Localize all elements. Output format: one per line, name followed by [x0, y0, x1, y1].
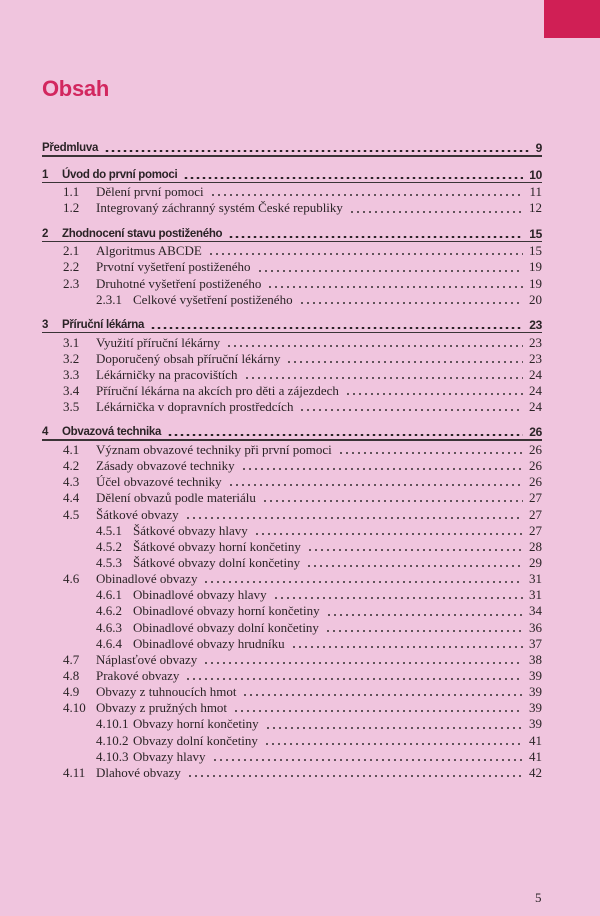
toc-entry-page: 24: [529, 366, 542, 382]
dot-leader: [185, 517, 523, 519]
dot-leader: [338, 452, 523, 454]
toc-entry-title: Význam obvazové techniky při první pomoci: [96, 441, 332, 457]
toc-section-row: [42, 684, 542, 700]
toc-entry-title: Lékárničky na pracovištích: [96, 366, 238, 382]
toc-entry-number: 4.5.2: [96, 538, 122, 554]
toc-subsection-row: [42, 555, 542, 571]
dot-leader: [307, 549, 523, 551]
toc-entry-title: Předmluva: [42, 142, 99, 154]
dot-leader: [104, 150, 530, 153]
dot-leader: [299, 409, 523, 411]
toc-chapter-row: [42, 140, 542, 156]
dot-leader: [210, 194, 523, 196]
dot-leader: [244, 377, 523, 379]
toc-entry-page: 12: [529, 200, 542, 216]
toc-entry-page: 19: [529, 275, 542, 291]
toc-entry-number: 4: [42, 426, 49, 439]
toc-section-row: [42, 243, 542, 259]
toc-entry-page: 24: [529, 382, 542, 398]
dot-leader: [208, 253, 523, 255]
dot-leader: [265, 727, 523, 729]
toc-entry-page: 19: [529, 259, 542, 275]
toc-entry-number: 4.6.3: [96, 619, 122, 635]
toc-entry-page: 31: [529, 571, 542, 587]
toc-entry-page: 11: [529, 184, 542, 200]
toc-section-row: [42, 668, 542, 684]
toc-entry-title: Dělení obvazů podle materiálu: [96, 490, 256, 506]
toc-chapter-row: [42, 226, 542, 242]
chapter-corner-tab: [544, 0, 600, 38]
toc-entry-title: Zásady obvazové techniky: [96, 458, 235, 474]
toc-section-row: [42, 383, 542, 399]
toc-entry-page: 27: [529, 522, 542, 538]
toc-entry-title: Integrovaný záchranný systém České republiky: [96, 200, 343, 216]
toc-entry-title: Šátkové obvazy dolní končetiny: [133, 554, 301, 570]
toc-entry-page: 23: [529, 334, 542, 350]
dot-leader: [226, 345, 523, 347]
dot-leader: [325, 630, 523, 632]
toc-entry-page: 39: [529, 716, 542, 732]
toc-entry-number: 1.1: [63, 184, 80, 200]
chapter-rule: [42, 332, 542, 333]
toc-section-row: [42, 335, 542, 351]
dot-leader: [203, 662, 523, 664]
dot-leader: [264, 743, 523, 745]
toc-entry-number: 3.3: [63, 366, 80, 382]
dot-leader: [299, 302, 523, 304]
toc-entry-title: Obvazy hlavy: [133, 748, 206, 764]
toc-entry-number: 4.10: [63, 700, 86, 716]
toc-entry-title: Obinadlové obvazy dolní končetiny: [133, 619, 319, 635]
toc-entry-page: 23: [529, 350, 542, 366]
toc-entry-page: 41: [529, 748, 542, 764]
toc-entry-number: 4.10.2: [96, 732, 129, 748]
toc-entry-title: Obvazy z pružných hmot: [96, 700, 228, 716]
toc-entry-number: 4.11: [63, 764, 86, 780]
toc-entry-number: 1.2: [63, 200, 80, 216]
toc-entry-title: Doporučený obsah příruční lékárny: [96, 350, 281, 366]
toc-entry-page: 29: [529, 554, 542, 570]
dot-leader: [345, 393, 523, 395]
toc-subsection-row: [42, 603, 542, 619]
chapter-rule: [42, 182, 542, 183]
toc-entry-page: 38: [529, 651, 542, 667]
toc-entry-number: 3.2: [63, 350, 80, 366]
dot-leader: [187, 775, 523, 777]
toc-chapter-row: [42, 317, 542, 333]
toc-entry-title: Prvotní vyšetření postiženého: [96, 259, 251, 275]
toc-chapter-row: [42, 167, 542, 183]
toc-entry-page: 20: [529, 291, 542, 307]
dot-leader: [185, 678, 523, 680]
toc-entry-page: 26: [529, 441, 542, 457]
dot-leader: [257, 270, 523, 272]
dot-leader: [203, 581, 523, 583]
toc-entry-title: Obinadlové obvazy hlavy: [133, 587, 267, 603]
toc-entry-number: 4.4: [63, 490, 80, 506]
toc-entry-page: 34: [529, 603, 542, 619]
toc-entry-page: 27: [529, 506, 542, 522]
toc-entry-page: 26: [529, 458, 542, 474]
toc-entry-number: 2.3.1: [96, 291, 122, 307]
toc-subsection-row: [42, 292, 542, 308]
toc-subsection-row: [42, 749, 542, 765]
toc-entry-page: 31: [529, 587, 542, 603]
toc-entry-number: 4.8: [63, 668, 80, 683]
dot-leader: [212, 759, 523, 761]
toc-entry-page: 15: [529, 226, 542, 241]
toc-entry-number: 4.10.3: [96, 748, 129, 764]
toc-entry-title: Obvazová technika: [62, 426, 162, 439]
toc-subsection-row: [42, 733, 542, 749]
toc-section-row: [42, 700, 542, 716]
dot-leader: [349, 211, 523, 213]
toc-entry-page: 10: [529, 167, 542, 182]
chapter-rule: [42, 155, 542, 156]
toc-section-row: [42, 507, 542, 523]
toc-entry-title: Náplasťové obvazy: [96, 651, 198, 667]
toc-section-row: [42, 399, 542, 415]
toc-entry-title: Šátkové obvazy: [96, 506, 179, 522]
toc-subsection-row: [42, 587, 542, 603]
dot-leader: [291, 646, 523, 648]
toc-section-row: [42, 184, 542, 200]
toc-entry-title: Prakové obvazy: [96, 668, 180, 683]
toc-entry-number: 4.10.1: [96, 716, 129, 732]
toc-section-row: [42, 276, 542, 292]
toc-entry-title: Obinadlové obvazy: [96, 571, 198, 587]
dot-leader: [183, 177, 523, 180]
toc-entry-number: 4.6.2: [96, 603, 122, 619]
toc-entry-title: Obinadlové obvazy horní končetiny: [133, 603, 320, 619]
toc-section-row: [42, 490, 542, 506]
toc-entry-page: 23: [529, 317, 542, 332]
dot-leader: [286, 361, 523, 363]
toc-section-row: [42, 259, 542, 275]
toc-entry-number: 2: [42, 227, 49, 240]
toc-entry-number: 2.3: [63, 275, 80, 291]
toc-entry-number: 4.9: [63, 684, 80, 700]
toc-entry-title: Celkové vyšetření postiženého: [133, 291, 293, 307]
toc-entry-number: 4.3: [63, 474, 80, 490]
toc-entry-title: Účel obvazové techniky: [96, 474, 222, 490]
toc-section-row: [42, 765, 542, 781]
toc-entry-page: 27: [529, 490, 542, 506]
toc-entry-page: 9: [535, 141, 542, 155]
toc-section-row: [42, 458, 542, 474]
chapter-rule: [42, 241, 542, 242]
toc-entry-page: 24: [529, 399, 542, 415]
dot-leader: [306, 565, 523, 567]
toc-entry-number: 4.5.3: [96, 554, 122, 570]
dot-leader: [228, 236, 523, 239]
toc-section-row: [42, 367, 542, 383]
toc-entry-number: 4.1: [63, 441, 80, 457]
toc-entry-title: Zhodnocení stavu postiženého: [62, 227, 223, 240]
toc-chapter-row: [42, 424, 542, 440]
toc-entry-number: 2.2: [63, 259, 80, 275]
toc-entry-title: Obvazy horní končetiny: [133, 716, 259, 732]
toc-entry-title: Lékárnička v dopravních prostředcích: [96, 399, 294, 415]
toc-entry-title: Druhotné vyšetření postiženého: [96, 275, 262, 291]
dot-leader: [273, 597, 523, 599]
toc-entry-title: Dlahové obvazy: [96, 764, 181, 780]
toc-entry-number: 4.5.1: [96, 522, 122, 538]
toc-entry-number: 4.5: [63, 506, 80, 522]
toc-entry-page: 26: [529, 474, 542, 490]
page-number: 5: [535, 890, 542, 905]
dot-leader: [167, 434, 523, 437]
toc-entry-title: Dělení první pomoci: [96, 184, 204, 200]
toc-entry-title: Úvod do první pomoci: [62, 168, 178, 181]
toc-entry-number: 4.6.1: [96, 587, 122, 603]
toc-section-row: [42, 571, 542, 587]
toc-entry-page: 39: [529, 684, 542, 700]
toc-section-row: [42, 351, 542, 367]
toc-subsection-row: [42, 620, 542, 636]
toc-entry-page: 41: [529, 732, 542, 748]
dot-leader: [242, 694, 523, 696]
toc-entry-page: 42: [529, 764, 542, 780]
toc-entry-page: 15: [529, 243, 542, 259]
toc-entry-number: 3.4: [63, 382, 80, 398]
toc-entry-number: 3.1: [63, 334, 80, 350]
toc-entry-page: 26: [529, 425, 542, 440]
toc-entry-number: 2.1: [63, 243, 80, 259]
toc-section-row: [42, 442, 542, 458]
toc-entry-title: Využití příruční lékárny: [96, 334, 221, 350]
toc-entry-page: 39: [529, 700, 542, 716]
dot-leader: [254, 533, 523, 535]
dot-leader: [262, 500, 523, 502]
dot-leader: [233, 710, 523, 712]
toc-section-row: [42, 652, 542, 668]
dot-leader: [228, 484, 523, 486]
toc-section-row: [42, 200, 542, 216]
toc-subsection-row: [42, 539, 542, 555]
dot-leader: [326, 614, 523, 616]
dot-leader: [241, 468, 523, 470]
page-title: Obsah: [42, 76, 109, 101]
toc-entry-title: Příruční lékárna na akcích pro děti a zájezdech: [96, 382, 339, 398]
toc-entry-number: 3: [42, 318, 49, 331]
toc-entry-number: 3.5: [63, 399, 80, 415]
toc-subsection-row: [42, 523, 542, 539]
toc-entry-number: 4.7: [63, 651, 80, 667]
dot-leader: [267, 286, 523, 288]
toc-entry-title: Obvazy z tuhnoucích hmot: [96, 684, 237, 700]
toc-entry-page: 36: [529, 619, 542, 635]
toc-entry-page: 39: [529, 668, 542, 683]
chapter-rule: [42, 439, 542, 440]
toc-entry-page: 28: [529, 538, 542, 554]
toc-entry-number: 4.6.4: [96, 635, 122, 651]
toc-entry-title: Šátkové obvazy horní končetiny: [133, 538, 301, 554]
toc-entry-number: 4.6: [63, 571, 80, 587]
toc-entry-title: Algoritmus ABCDE: [96, 243, 202, 259]
toc-entry-title: Šátkové obvazy hlavy: [133, 522, 248, 538]
toc-entry-title: Obinadlové obvazy hrudníku: [133, 635, 285, 651]
toc-entry-title: Obvazy dolní končetiny: [133, 732, 258, 748]
toc-entry-page: 37: [529, 635, 542, 651]
toc-section-row: [42, 474, 542, 490]
toc-subsection-row: [42, 636, 542, 652]
dot-leader: [150, 327, 523, 330]
toc-entry-number: 1: [42, 168, 49, 181]
toc-entry-title: Příruční lékárna: [62, 318, 145, 331]
toc-subsection-row: [42, 716, 542, 732]
toc-entry-number: 4.2: [63, 458, 80, 474]
